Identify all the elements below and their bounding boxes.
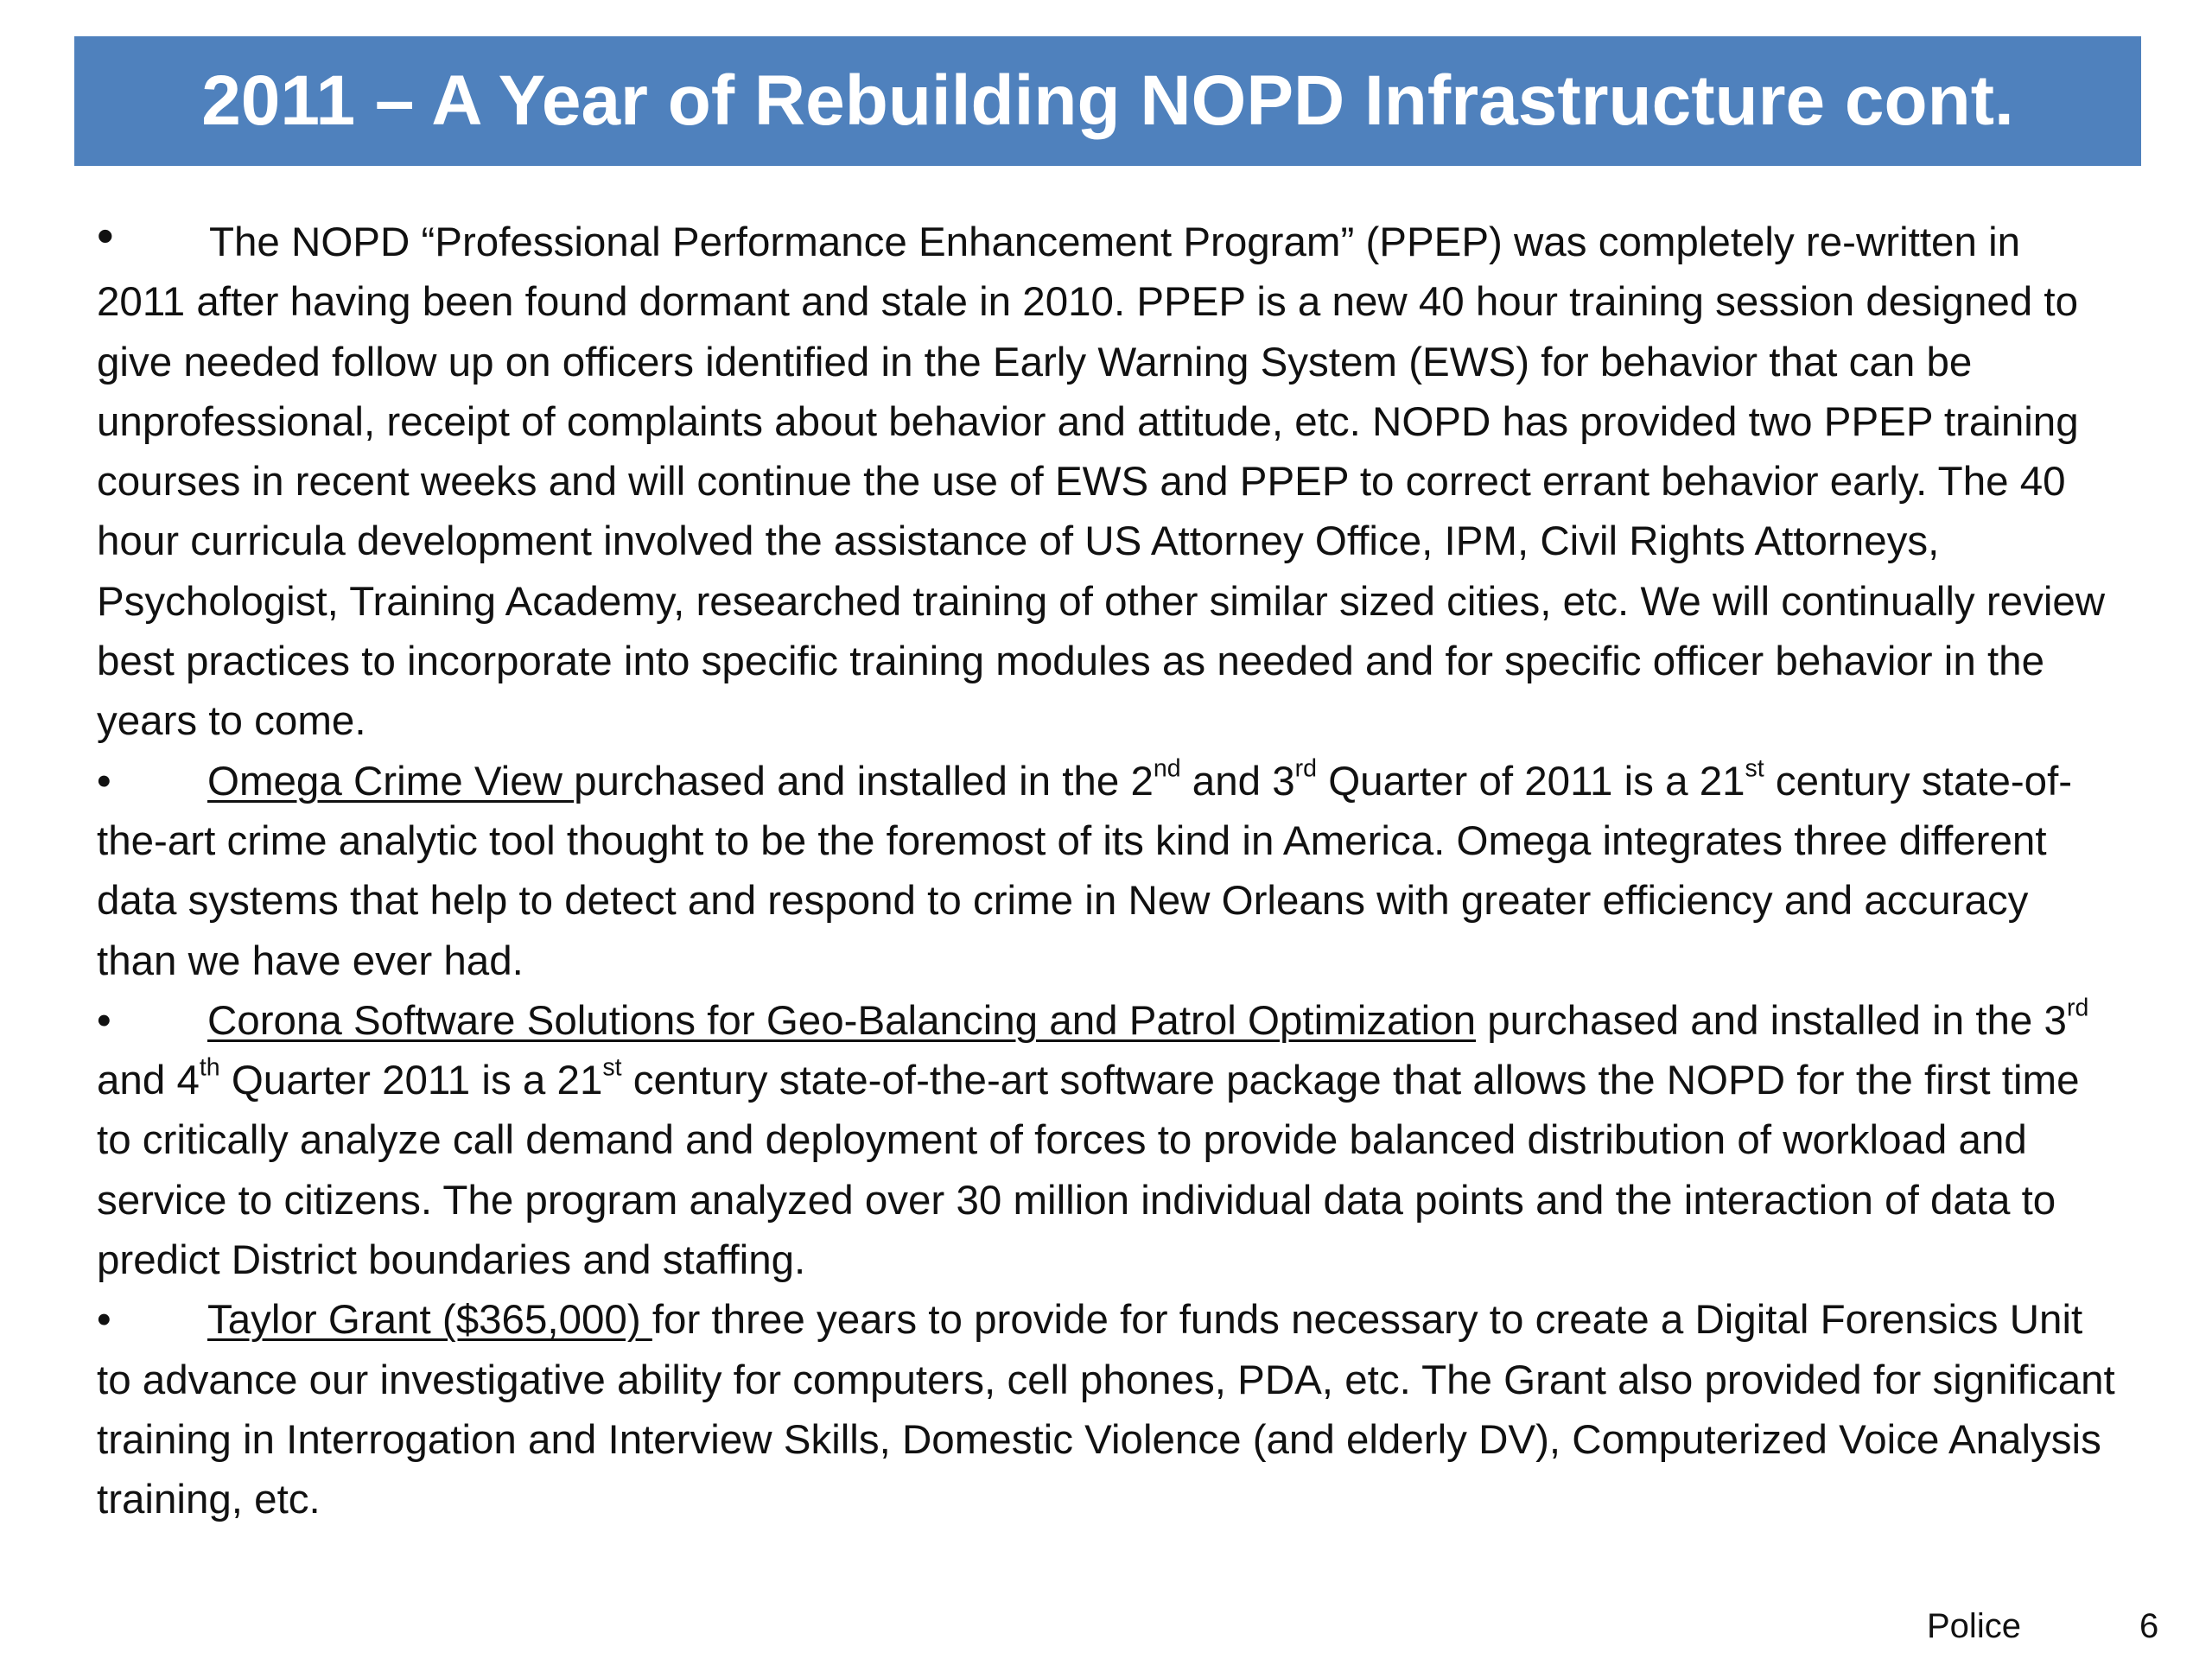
bullet-text: purchased and installed in the 2 — [574, 758, 1154, 804]
bullet-marker: • — [97, 997, 111, 1044]
ordinal-suffix: rd — [2066, 994, 2089, 1022]
bullet-text: Quarter of 2011 is a 21 — [1317, 758, 1745, 804]
bullet-marker: • — [97, 208, 114, 263]
ordinal-suffix: th — [199, 1053, 220, 1082]
bullet-omega — [97, 752, 2119, 991]
ordinal-suffix: nd — [1153, 754, 1181, 783]
bullet-taylor-grant — [97, 1290, 2119, 1529]
corona-software-heading: Corona Software Solutions for Geo-Balancing and Patrol Optimization — [207, 997, 1477, 1044]
bullet-text: The NOPD “Professional Performance Enhancement Program” (PPEP) was completely re-written in 2011 after having been found dormant and stale in 2010. PPEP is a new 40 hour training session designed to give needed follow up on officers identified in the Early Warning System (EWS) for behavior that can be unprofessional, receipt of complaints about behavior and attitude, etc. NOPD has provided two PPEP training courses in recent weeks and will continue the use of EWS and PPEP to correct errant behavior early. The 40 hour curricula development involved the assistance of US Attorney Office, IPM, Civil Rights Attorneys, Psychologist, Training Academy, researched training of other similar sized cities, etc. We will continually review best practices to incorporate into specific training modules as needed and for specific officer behavior in the years to come. — [97, 219, 2106, 745]
bullet-text: century state-of-the-art crime analytic tool thought to be the foremost of its kind in America. Omega integrates three different data systems that help to detect and respond to crime in New Orleans with greater efficiency and accuracy than we have ever had. — [97, 758, 2073, 984]
ordinal-suffix: st — [602, 1053, 622, 1082]
ordinal-suffix: st — [1745, 754, 1764, 783]
footer-department: Police — [1927, 1607, 2021, 1645]
title-bar — [74, 36, 2141, 166]
bullet-text: and 3 — [1180, 758, 1295, 804]
bullet-ppep — [97, 209, 2119, 752]
bullet-text: purchased and installed in the 3 — [1476, 997, 2067, 1044]
bullet-text: for three years to provide for funds necessary to create a Digital Forensics Unit to advance our investigative ability for computers, cell phones, PDA, etc. The Grant also provided for significant training in Interrogation and Interview Skills, Domestic Violence (and elderly DV), Computerized Voice Analysis training, etc. — [97, 1297, 2115, 1523]
ordinal-suffix: rd — [1294, 754, 1318, 783]
bullet-corona — [97, 991, 2119, 1290]
footer-page-number: 6 — [2139, 1607, 2159, 1645]
bullet-marker: • — [97, 758, 111, 804]
taylor-grant-heading: Taylor Grant ($365,000) — [207, 1297, 652, 1344]
bullet-text: century state-of-the-art software package that allows the NOPD for the first time to critically analyze call demand and deployment of forces to provide balanced distribution of workload and service to citizens. The program analyzed over 30 million individual data points and the interaction of data to predict District boundaries and staffing. — [97, 1058, 2080, 1284]
bullet-text: and 4 — [97, 1058, 200, 1104]
slide-body — [97, 209, 2119, 1530]
slide-title: 2011 – A Year of Rebuilding NOPD Infrastructure cont. — [201, 61, 2014, 140]
bullet-text: Quarter 2011 is a 21 — [219, 1058, 603, 1104]
omega-crime-view-heading: Omega Crime View — [207, 758, 575, 804]
bullet-marker: • — [97, 1297, 111, 1344]
